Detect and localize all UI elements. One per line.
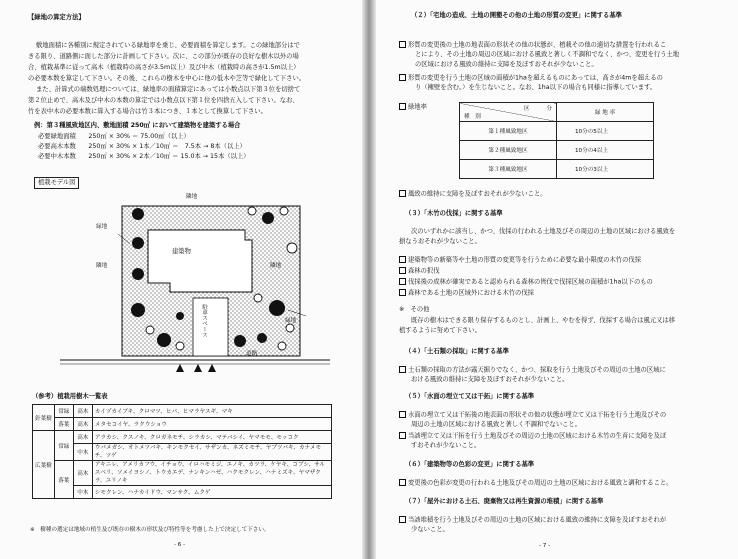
table-cell: 第１種風致地区: [460, 122, 557, 141]
table-row: [460, 141, 654, 160]
checkbox-icon: [399, 516, 406, 523]
table-cell: 高木: [73, 431, 92, 444]
criteria-line: 森林である土地の区域外における木竹の伐採: [408, 289, 534, 297]
table-cell: カイヅカイブキ、クロマツ、ヒバ、ヒマラヤスギ、マキ: [92, 405, 331, 418]
checkbox-icon: [399, 432, 406, 439]
note-title: ※ その他: [399, 306, 430, 313]
criteria-line: おける風致の維持に支障を及ぼすおそれが少ないこと。: [411, 376, 569, 383]
checkbox-icon: [399, 74, 406, 81]
criteria-line: 形質の変更後の土地の地表面の形状その他の状態が、植栽その他の適切な措置を行われるこ: [408, 41, 667, 49]
table-header-cell: [460, 103, 557, 122]
checkbox-icon: [399, 289, 406, 296]
section-title: 【緑地の算定方法】: [28, 14, 85, 21]
heading-6: （６）「建築物等の色彩の変更」に関する基準: [405, 461, 535, 468]
diagram-parking-label: 駐車スペース: [201, 304, 207, 338]
intro-line: 第２位止めで、高木及び中木の本数の算定では小数点以下第１位を四捨五入して下さい。なお、: [28, 97, 299, 104]
checkbox-icon: [399, 411, 406, 418]
table-row: [33, 461, 332, 486]
entrance-arrows: [176, 364, 216, 372]
criteria-line: 損なうおそれが少ないこと。: [399, 238, 481, 245]
criteria-line: 変更後の色彩が変更の行われる土地及びその周辺の土地の区域における風致と調和すること。: [408, 479, 673, 487]
intro-line: また、計算式の端数処理については、緑地率の面積算定にあっては小数点以下第３位を切捨て: [36, 86, 301, 93]
table-cell: アキニレ、アメリカフウ、イチョウ、イロハモミジ、エノキ、カツラ、ケヤキ、コブシ、サルスベリ、ソメイヨシノ、トウカエデ、ナンキンハゼ、ハクモクレン、ハナミズキ、ヤマザクラ、ユリノキ: [92, 461, 331, 486]
criteria-line: 次のいずれかに該当し、かつ、伐採の行われる土地及びその周辺の土地の区域における風致を: [411, 228, 676, 235]
checkbox-icon: [399, 366, 406, 373]
parking-area: [193, 298, 228, 356]
table-cell: ウバメガシ、オトメツバキ、キンモクセイ、サザンカ、ネズミモチ、ヤブツバキ、カナメモチ、ツゲ: [92, 444, 331, 461]
criteria-line: り（擁壁を含む。）を生じないこと。なお、1ha以下の場合も同様に指導しています。: [415, 84, 657, 91]
diagram-green-label: 緑地: [96, 224, 108, 230]
table-row: [460, 122, 654, 141]
table-cell: 10分の3以上: [557, 160, 654, 179]
checkbox-icon: [399, 190, 406, 197]
criteria-line: 当該堆積を行う土地及びその周辺の土地の区域における風致の維持に支障を及ぼすおそれが: [408, 516, 667, 524]
table-cell: 第３種風致地区: [460, 160, 557, 179]
criteria-line: 形質の変更を行う土地の区域の面積が1haを超えるものにあっては、高さが4mを超えるの: [408, 74, 663, 82]
intro-line: 合、植栽基準に従って高木（植栽時の高さが3.5m以上）及び中木（植栽時の高さが1.5m以上）: [28, 64, 300, 71]
table-row: [460, 160, 654, 179]
diagram-top-label: 隣地: [186, 194, 198, 200]
criteria-line: 森林の択伐: [408, 267, 440, 275]
criteria-line: すおそれが少ないこと。: [411, 442, 481, 449]
intro-line: 竹を表中木の必要本数に算入する場合は竹３本につき、１本として換算して下さい。: [28, 108, 267, 115]
checkbox-icon: [399, 479, 406, 486]
example-row: 必要中木本数 250㎡ × 30% × 2本／10㎡ ＝ 15.0本 → 15本（以上）: [38, 153, 250, 160]
intro-line: 敷地面積に各種別に規定されている緑地率を乗じ、必要面積を算定します。この緑地部分はで: [36, 42, 300, 49]
table-cell: 中木: [73, 444, 92, 461]
table-row: [460, 103, 654, 122]
checkbox-icon: [399, 41, 406, 48]
tree-table: [32, 404, 332, 499]
checkbox-icon: [399, 256, 406, 263]
criteria-line: 少ないこと。: [411, 526, 449, 533]
table-row: [33, 444, 332, 461]
criteria-line: とにより、その土地の周辺の区域における風致と著しく不調和でなく、かつ、変更を行う土地: [415, 51, 680, 58]
criteria-line: 水面の埋立て又は干拓後の地表面の形状その他の状態が埋立て又は干拓を行う土地及びその: [408, 411, 667, 419]
criteria-line: 風致の維持に支障を及ぼすおそれが少ないこと。: [408, 190, 547, 198]
criteria-line: 伐採後の成林が確実であると認められる森林の皆伐で伐採区域の面積が1ha以下のもの: [408, 278, 653, 286]
table-cell: 10分の4以上: [557, 141, 654, 160]
diagram-building-label: 建築物: [172, 248, 191, 255]
page-number: - 7 -: [539, 543, 551, 549]
table-cell: 高木: [73, 405, 92, 418]
note-line: 既存の樹木はできる限り保存するものとし、計画上、やむを得ず、伐採する場合は風元又は移: [411, 317, 675, 324]
diagram-left-label: 隣地: [96, 263, 108, 269]
table-row: [33, 405, 332, 418]
heading-2: （２）「宅地の造成、土地の開墾その他の土地の形質の変更」に関する基準: [411, 12, 622, 19]
criteria-line: の区域における風致の維持に支障を及ぼすおそれが少ないこと。: [415, 61, 598, 68]
diagram-right-label: 隣地: [270, 263, 282, 269]
heading-7: （７）「屋外における土石、廃棄物又は再生資源の堆積」に関する基準: [405, 498, 604, 505]
table-cell: 落葉: [54, 461, 73, 499]
table-cell: 高木: [73, 418, 92, 431]
model-title: 植栽モデル図: [34, 177, 79, 189]
table-row: [33, 431, 332, 444]
table-cell: 中木: [73, 486, 92, 499]
heading-3: （３）「木竹の伐採」に関する基準: [405, 210, 503, 217]
example-title: 例：第３種風致地区内、敷地面積 250㎡ において建築物を建築する場合: [34, 122, 241, 129]
diagram-green-label-right: 緑地: [285, 318, 297, 324]
heading-5: （５）「水面の埋立て又は干拓」に関する基準: [405, 393, 535, 400]
left-page: [0, 0, 367, 559]
table-row: [33, 486, 332, 499]
table-cell: 常緑: [54, 431, 73, 461]
criteria-line: 当該埋立て又は干拓を行う土地及びその周辺の土地の区域における木竹の生育に支障を及ぼ: [408, 432, 667, 440]
table-cell: 針葉樹: [33, 405, 55, 431]
diagram-road-label: 道路: [246, 351, 258, 357]
criteria-line: 周辺の土地の区域における風致と著しく不調和でないこと。: [411, 421, 582, 428]
building-footprint: [148, 230, 252, 292]
table-header-cell: 緑 地 率: [557, 103, 654, 122]
table-cell: 広葉樹: [33, 431, 55, 499]
right-page: [371, 0, 738, 559]
table-cell: 高木: [73, 461, 92, 486]
checkbox-icon: [399, 278, 406, 285]
note-line: 植するように努めて下さい。: [399, 327, 481, 334]
heading-4: （４）「土石類の採取」に関する基準: [405, 348, 509, 355]
criteria-line: 土石類の採取の方法が露天掘りでなく、かつ、採取を行う土地及びその周辺の土地の区域に: [408, 366, 666, 374]
table-row: [33, 418, 332, 431]
checkbox-icon: [399, 103, 406, 110]
intro-line: の必要本数を算定して下さい。その後、これらの樹木を中心に他の低木や芝等で緑化して下さい。: [28, 75, 306, 82]
table-cell: メタセコイヤ、ラクウショウ: [92, 418, 331, 431]
ratio-label: 緑地率: [408, 103, 427, 111]
intro-line: きる限り、道路側に面した部分に計画して下さい。次に、この部分が既存の良好な樹木以外の場: [28, 53, 299, 60]
green-ratio-table: [459, 102, 654, 179]
criteria-line: 建築物等の新築等や土地の形質の変更等を行うために必要な最小限度の木竹の伐採: [408, 256, 641, 264]
tree-table-title: （参考）植栽用樹木一覧表: [32, 393, 108, 400]
table-cell: 落葉: [54, 418, 73, 431]
table-cell: シモクレン、ハナカイドウ、マンサク、ムクゲ: [92, 486, 331, 499]
planting-model-diagram: [30, 188, 350, 383]
header-type: 種 別: [464, 114, 481, 120]
checkbox-icon: [399, 267, 406, 274]
table-cell: 第２種風致地区: [460, 141, 557, 160]
table-cell: アラカシ、クスノキ、クロガネモチ、シラカシ、マテバシイ、ヤマモモ、モッコク: [92, 431, 331, 444]
header-region: 区 分: [524, 106, 552, 112]
example-row: 必要高木本数 250㎡ × 30% × 1本／10㎡ ＝ 7.5本 → 8本（以上）: [38, 143, 246, 150]
table-cell: 10分の5以上: [557, 122, 654, 141]
book-spine: [362, 0, 376, 559]
example-row: 必要緑地面積 250㎡ × 30% ＝ 75.00㎡（以上）: [38, 133, 190, 140]
page-number: - 6 -: [174, 542, 186, 548]
footnote: ※ 樹種の選定は地域の植生及び既存の樹木の形状及び特性等を考慮した上で決定して下さい。: [30, 527, 270, 533]
table-cell: 常緑: [54, 405, 73, 418]
